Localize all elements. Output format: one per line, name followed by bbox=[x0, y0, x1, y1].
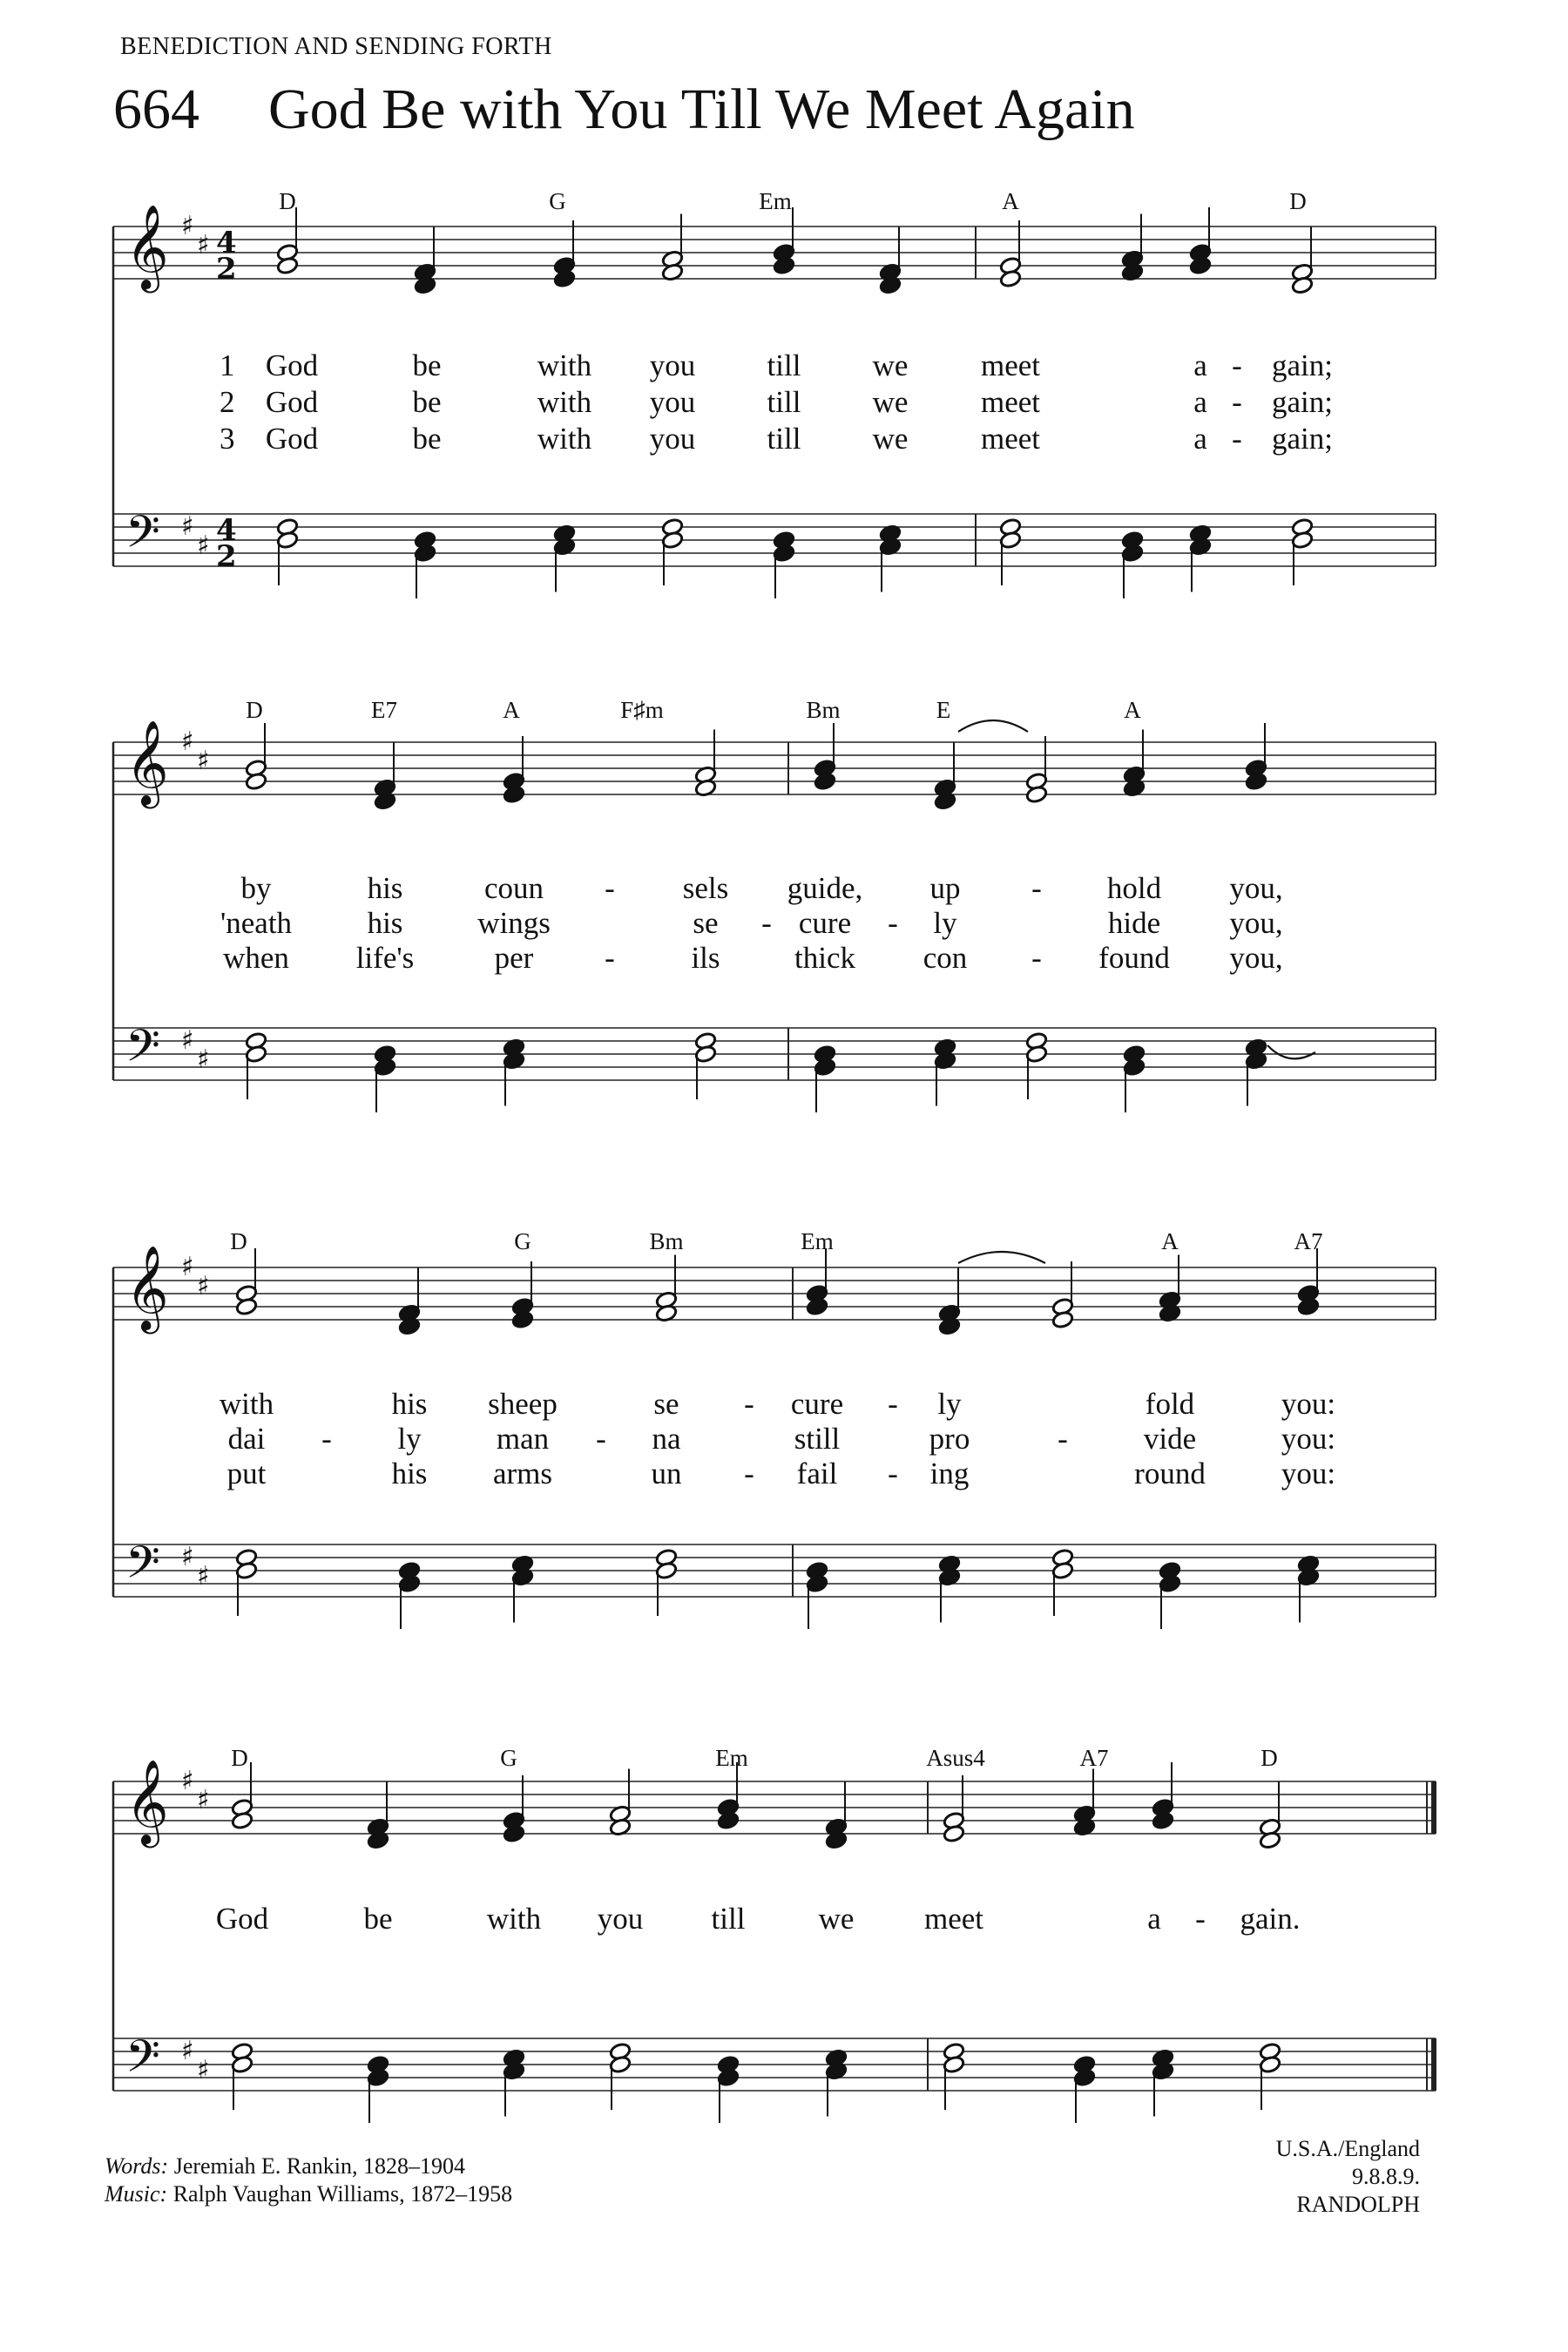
lyric-syllable: till bbox=[711, 1902, 746, 1936]
key-sharp-glyph: ♯ bbox=[197, 1044, 210, 1075]
lyric-syllable: - bbox=[1232, 385, 1242, 419]
music-label: Music: bbox=[105, 2181, 168, 2207]
chord-symbol: A bbox=[1124, 697, 1141, 723]
lyric-syllable: se bbox=[693, 906, 719, 940]
time-signature-denominator: 2 bbox=[216, 252, 237, 287]
lyric-syllable: gain; bbox=[1272, 348, 1333, 382]
lyric-syllable: till bbox=[767, 348, 801, 382]
lyric-syllable: life's bbox=[355, 941, 415, 975]
chord-symbol: E bbox=[936, 697, 951, 723]
lyric-syllable: ing bbox=[929, 1456, 970, 1490]
key-sharp-glyph: ♯ bbox=[181, 727, 194, 757]
time-signature-numerator: 4 bbox=[216, 513, 237, 548]
chord-symbol: Bm bbox=[649, 1228, 684, 1254]
lyric-syllable: be bbox=[412, 348, 442, 382]
lyric-syllable: - bbox=[1232, 348, 1242, 382]
lyric-syllable: - bbox=[1058, 1422, 1068, 1456]
key-sharp-glyph: ♯ bbox=[197, 2055, 210, 2085]
lyric-syllable: gain. bbox=[1240, 1902, 1301, 1936]
lyric-syllable: un bbox=[651, 1456, 682, 1490]
key-sharp-glyph: ♯ bbox=[197, 1271, 210, 1301]
lyric-syllable: a bbox=[1193, 348, 1207, 382]
lyric-syllable: ly bbox=[933, 906, 957, 940]
verse-number: 1 bbox=[220, 348, 235, 382]
key-sharp-glyph: ♯ bbox=[181, 1025, 194, 1056]
chord-symbol: Em bbox=[759, 188, 792, 214]
key-sharp-glyph: ♯ bbox=[197, 531, 210, 561]
lyric-syllable: with bbox=[537, 422, 592, 456]
chord-symbol: E7 bbox=[371, 697, 397, 723]
lyric-syllable: God bbox=[265, 348, 319, 382]
lyric-syllable: you, bbox=[1229, 906, 1283, 940]
lyric-syllable: till bbox=[767, 385, 801, 419]
chord-symbol: A bbox=[1161, 1228, 1179, 1254]
key-sharp-glyph: ♯ bbox=[181, 1542, 194, 1572]
lyric-syllable: - bbox=[1031, 871, 1042, 905]
lyric-syllable: when bbox=[223, 941, 289, 975]
lyric-syllable: we bbox=[818, 1902, 855, 1936]
verse-number: 3 bbox=[220, 422, 235, 456]
lyric-syllable: sheep bbox=[488, 1387, 558, 1421]
lyric-syllable: you, bbox=[1229, 871, 1283, 905]
lyric-syllable: - bbox=[888, 1387, 898, 1421]
lyric-syllable: a bbox=[1193, 422, 1207, 456]
key-sharp-glyph: ♯ bbox=[197, 1785, 210, 1815]
bass-clef-icon: 𝄢 bbox=[125, 2030, 160, 2093]
lyric-syllable: - bbox=[1031, 941, 1042, 975]
lyric-syllable: con bbox=[923, 941, 968, 975]
lyric-syllable: - bbox=[761, 906, 772, 940]
chord-symbol: D bbox=[1260, 1745, 1278, 1771]
bass-clef-icon: 𝄢 bbox=[125, 505, 160, 569]
lyric-syllable: dai bbox=[227, 1422, 266, 1456]
lyric-syllable: ly bbox=[937, 1387, 962, 1421]
lyric-syllable: a bbox=[1147, 1902, 1161, 1936]
music-credit bbox=[105, 2181, 512, 2207]
lyric-syllable: - bbox=[888, 1456, 898, 1490]
lyric-syllable: - bbox=[744, 1456, 754, 1490]
key-sharp-glyph: ♯ bbox=[181, 2036, 194, 2066]
lyric-syllable: man bbox=[496, 1422, 550, 1456]
lyric-syllable: a bbox=[1193, 385, 1207, 419]
chord-symbol: A7 bbox=[1079, 1745, 1109, 1771]
tie-curve bbox=[1267, 1045, 1315, 1058]
chord-symbol: G bbox=[514, 1228, 531, 1254]
lyric-syllable: God bbox=[265, 385, 319, 419]
bass-clef-icon: 𝄢 bbox=[125, 1019, 160, 1083]
lyric-syllable: - bbox=[888, 906, 898, 940]
section-label: BENEDICTION AND SENDING FORTH bbox=[120, 33, 552, 60]
lyric-syllable: you bbox=[649, 385, 696, 419]
lyric-syllable: 'neath bbox=[220, 906, 293, 940]
chord-symbol: G bbox=[549, 188, 566, 214]
time-signature-denominator: 2 bbox=[216, 539, 237, 574]
treble-clef-icon: 𝄞 bbox=[125, 1245, 169, 1330]
lyric-syllable: we bbox=[872, 348, 909, 382]
lyric-syllable: round bbox=[1134, 1456, 1206, 1490]
lyric-syllable: - bbox=[605, 941, 615, 975]
lyric-syllable: ly bbox=[397, 1422, 422, 1456]
chord-symbol: D bbox=[246, 697, 263, 723]
key-sharp-glyph: ♯ bbox=[197, 746, 210, 776]
lyric-syllable: cure bbox=[798, 906, 852, 940]
slur-curve bbox=[958, 1252, 1045, 1263]
lyric-syllable: wings bbox=[477, 906, 551, 940]
lyric-syllable: found bbox=[1098, 941, 1170, 975]
key-sharp-glyph: ♯ bbox=[197, 230, 210, 260]
lyric-syllable: be bbox=[412, 385, 442, 419]
lyric-syllable: - bbox=[1232, 422, 1242, 456]
lyric-syllable: cure bbox=[790, 1387, 844, 1421]
lyric-syllable: meet bbox=[980, 348, 1041, 382]
lyric-syllable: meet bbox=[980, 385, 1041, 419]
lyric-syllable: na bbox=[652, 1422, 681, 1456]
chord-symbol: F♯m bbox=[620, 697, 664, 723]
lyric-syllable: put bbox=[226, 1456, 267, 1490]
chord-symbol: A7 bbox=[1294, 1228, 1323, 1254]
chord-symbol: G bbox=[500, 1745, 517, 1771]
lyric-syllable: you bbox=[597, 1902, 644, 1936]
lyric-syllable: you, bbox=[1229, 941, 1283, 975]
lyric-syllable: vide bbox=[1143, 1422, 1197, 1456]
lyric-syllable: arms bbox=[492, 1456, 553, 1490]
bass-clef-icon: 𝄢 bbox=[125, 1536, 160, 1599]
lyric-syllable: his bbox=[391, 1387, 428, 1421]
lyric-syllable: gain; bbox=[1272, 422, 1333, 456]
lyric-syllable: ils bbox=[691, 941, 720, 975]
chord-symbol: D bbox=[279, 188, 296, 214]
lyric-syllable: - bbox=[321, 1422, 332, 1456]
lyric-syllable: coun bbox=[483, 871, 544, 905]
chord-symbol: D bbox=[1289, 188, 1307, 214]
lyric-syllable: still bbox=[794, 1422, 841, 1456]
chord-symbol: Asus4 bbox=[926, 1745, 985, 1771]
lyric-syllable: - bbox=[596, 1422, 606, 1456]
chord-symbol: Em bbox=[801, 1228, 834, 1254]
lyric-syllable: gain; bbox=[1272, 385, 1333, 419]
lyric-syllable: you: bbox=[1281, 1387, 1336, 1421]
lyric-syllable: you bbox=[649, 348, 696, 382]
lyric-syllable: up bbox=[929, 871, 961, 905]
chord-symbol: D bbox=[231, 1745, 248, 1771]
origin-label: U.S.A./England bbox=[1275, 2136, 1420, 2161]
chord-symbol: Bm bbox=[806, 697, 841, 723]
lyric-syllable: meet bbox=[980, 422, 1041, 456]
lyric-syllable: - bbox=[605, 871, 615, 905]
slur-curve bbox=[958, 720, 1028, 732]
words-credit bbox=[105, 2153, 465, 2180]
lyric-syllable: be bbox=[412, 422, 442, 456]
lyric-syllable: God bbox=[265, 422, 319, 456]
key-sharp-glyph: ♯ bbox=[181, 511, 194, 542]
words-author: Jeremiah E. Rankin, 1828–1904 bbox=[173, 2153, 466, 2179]
lyric-syllable: hold bbox=[1106, 871, 1162, 905]
lyric-syllable: till bbox=[767, 422, 801, 456]
lyric-syllable: with bbox=[486, 1902, 542, 1936]
treble-clef-icon: 𝄞 bbox=[125, 720, 169, 805]
lyric-syllable: by bbox=[240, 871, 272, 905]
lyric-syllable: thick bbox=[794, 941, 855, 975]
lyric-syllable: you: bbox=[1281, 1422, 1336, 1456]
treble-clef-icon: 𝄞 bbox=[125, 204, 169, 289]
lyric-syllable: guide, bbox=[787, 871, 863, 905]
lyric-syllable: with bbox=[219, 1387, 274, 1421]
lyric-syllable: hide bbox=[1107, 906, 1161, 940]
lyric-syllable: with bbox=[537, 348, 592, 382]
hymn-title: God Be with You Till We Meet Again bbox=[268, 78, 1135, 141]
lyric-syllable: fail bbox=[796, 1456, 838, 1490]
words-label: Words: bbox=[105, 2153, 169, 2179]
lyric-syllable: be bbox=[363, 1902, 393, 1936]
lyric-syllable: with bbox=[537, 385, 592, 419]
lyric-syllable: his bbox=[367, 906, 403, 940]
lyric-syllable: his bbox=[391, 1456, 428, 1490]
lyric-syllable: his bbox=[367, 871, 403, 905]
key-sharp-glyph: ♯ bbox=[197, 1561, 210, 1592]
lyric-syllable: se bbox=[653, 1387, 679, 1421]
verse-number: 2 bbox=[220, 385, 235, 419]
lyric-syllable: sels bbox=[682, 871, 729, 905]
lyric-syllable: fold bbox=[1145, 1387, 1195, 1421]
hymn-number: 664 bbox=[113, 78, 199, 141]
chord-symbol: A bbox=[1002, 188, 1019, 214]
key-sharp-glyph: ♯ bbox=[181, 1766, 194, 1796]
lyric-syllable: we bbox=[872, 422, 909, 456]
lyric-syllable: meet bbox=[923, 1902, 984, 1936]
lyric-syllable: per bbox=[494, 941, 534, 975]
key-sharp-glyph: ♯ bbox=[181, 211, 194, 241]
chord-symbol: A bbox=[503, 697, 520, 723]
chord-symbol: Em bbox=[715, 1745, 748, 1771]
tune-name: RANDOLPH bbox=[1296, 2192, 1420, 2217]
lyric-syllable: - bbox=[744, 1387, 754, 1421]
time-signature-numerator: 4 bbox=[216, 226, 237, 260]
chord-symbol: D bbox=[230, 1228, 247, 1254]
lyric-syllable: pro bbox=[929, 1422, 970, 1456]
lyric-syllable: you bbox=[649, 422, 696, 456]
lyric-syllable: we bbox=[872, 385, 909, 419]
lyric-syllable: - bbox=[1195, 1902, 1206, 1936]
lyric-syllable: you: bbox=[1281, 1456, 1336, 1490]
meter-label: 9.8.8.9. bbox=[1352, 2164, 1420, 2189]
music-composer: Ralph Vaughan Williams, 1872–1958 bbox=[172, 2181, 513, 2207]
treble-clef-icon: 𝄞 bbox=[125, 1759, 169, 1844]
key-sharp-glyph: ♯ bbox=[181, 1252, 194, 1282]
lyric-syllable: God bbox=[215, 1902, 269, 1936]
